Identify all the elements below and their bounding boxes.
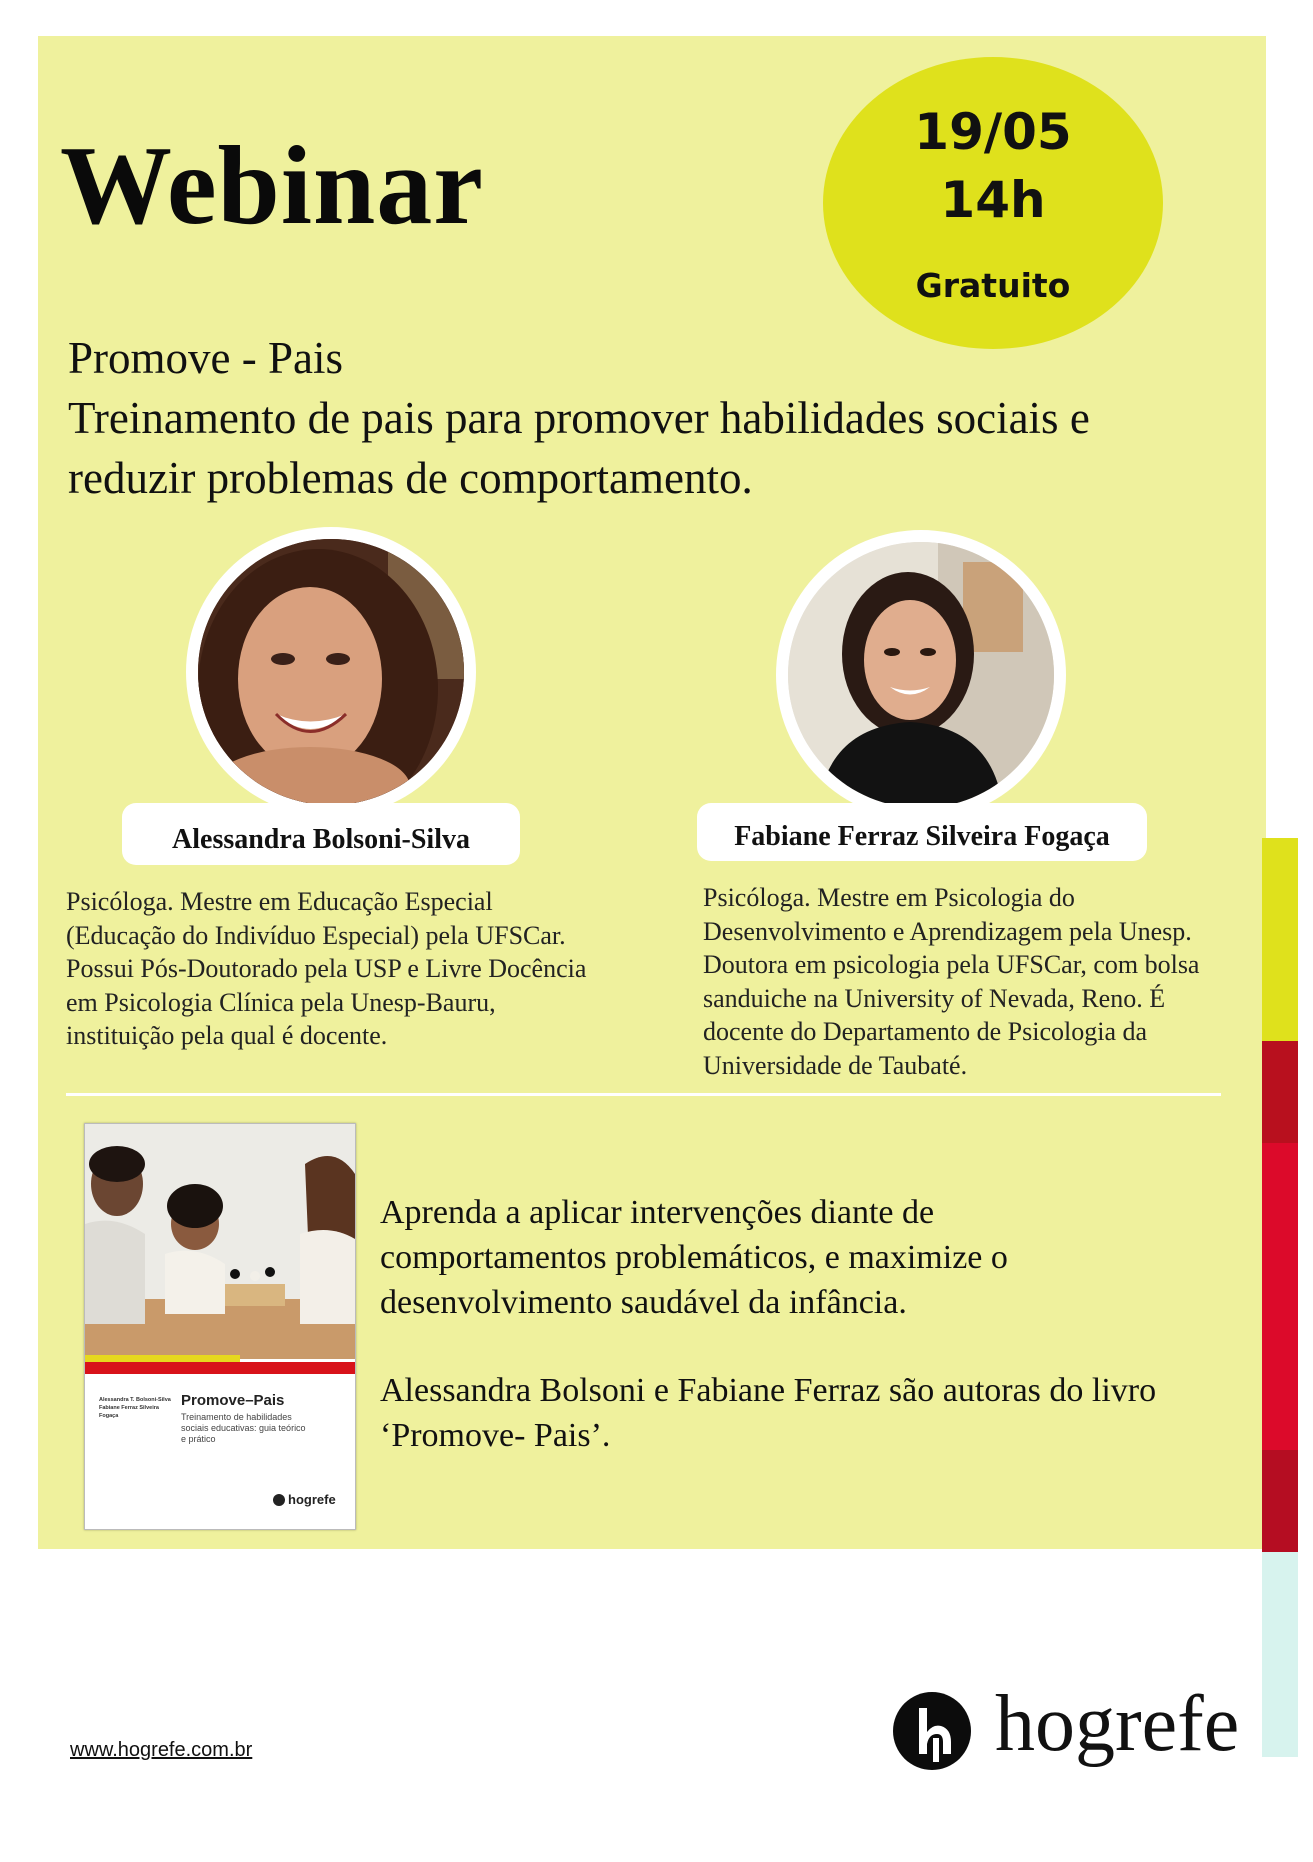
book-cover-photo-icon <box>85 1124 355 1359</box>
section-divider <box>66 1093 1221 1096</box>
color-bar-darkred <box>1262 1041 1298 1143</box>
badge-time: 14h <box>940 171 1046 229</box>
date-badge <box>823 57 1163 349</box>
speaker-1-portrait-icon <box>198 539 464 805</box>
book-subtitle: Treinamento de habilidades sociais educativas: guia teórico e prático <box>181 1412 306 1444</box>
color-bar-red <box>1262 1143 1298 1450</box>
subtitle-line-1: Promove - Pais <box>68 333 343 383</box>
speaker-1-photo <box>186 527 476 817</box>
book-cover <box>84 1123 356 1530</box>
speaker-1-name-box <box>122 803 520 865</box>
speaker-2-name-box <box>697 803 1147 861</box>
speaker-1-name: Alessandra Bolsoni-Silva <box>172 824 470 855</box>
speaker-1-bio: Psicóloga. Mestre em Educação Especial (Educação do Indivíduo Especial) pela UFSCar. Possui Pós-Doutorado pela USP e Livre Docência em Psicologia Clínica pela Unesp-Bauru, instituição pela qual é docente. <box>66 887 587 1050</box>
book-cover-yellow-bar <box>85 1355 240 1362</box>
subtitle-line-3: reduzir problemas de comportamento. <box>68 453 753 503</box>
speaker-2-portrait-icon <box>788 542 1054 808</box>
subtitle-line-2: Treinamento de pais para promover habilidades sociais e <box>68 393 1090 443</box>
website-link[interactable]: www.hogrefe.com.br <box>70 1739 253 1761</box>
color-bar-crimson <box>1262 1450 1298 1552</box>
book-publisher: hogrefe <box>288 1492 336 1507</box>
badge-date: 19/05 <box>914 103 1072 161</box>
pitch-text: Aprenda a aplicar intervenções diante de comportamentos problemáticos, e maximize o desenvolvimento saudável da infância. <box>380 1194 1008 1321</box>
book-authors: Alessandra T. Bolsoni-Silva Fabiane Ferraz Silveira Fogaça <box>99 1397 171 1419</box>
speaker-2-bio: Psicóloga. Mestre em Psicologia do Desenvolvimento e Aprendizagem pela Unesp. Doutora em psicologia pela UFSCar, com bolsa sanduiche na University of Nevada, Reno. É docente do Departamento de Psicologia da Universidade de Taubaté. <box>703 883 1200 1080</box>
speaker-2-name: Fabiane Ferraz Silveira Fogaça <box>734 821 1110 852</box>
hogrefe-wordmark: hogrefe <box>995 1680 1240 1768</box>
color-bar-yellow <box>1262 838 1298 1041</box>
authors-note: Alessandra Bolsoni e Fabiane Ferraz são autoras do livro ‘Promove- Pais’. <box>380 1372 1157 1454</box>
publisher-mark-icon <box>273 1494 285 1506</box>
page-title: Webinar <box>60 124 484 248</box>
hogrefe-mark-icon <box>893 1692 971 1770</box>
speaker-2-photo <box>776 530 1066 820</box>
badge-price: Gratuito <box>915 266 1071 305</box>
book-publisher-logo <box>273 1492 336 1507</box>
color-bar-mint <box>1262 1552 1298 1757</box>
webinar-subtitle <box>68 328 1238 508</box>
book-title: Promove–Pais <box>181 1392 285 1409</box>
book-cover-red-bar <box>85 1362 355 1374</box>
